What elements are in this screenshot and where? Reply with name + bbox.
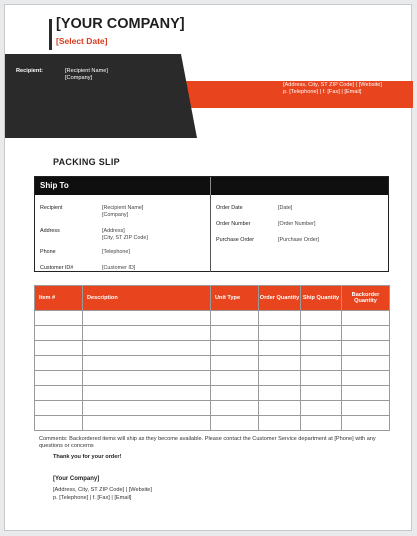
- table-cell[interactable]: [259, 371, 301, 386]
- purchase-order-label: Purchase Order: [216, 237, 255, 243]
- table-cell[interactable]: [83, 326, 211, 341]
- table-row: [35, 401, 390, 416]
- items-table-header: [35, 286, 390, 311]
- table-row: [35, 386, 390, 401]
- customer-id-value[interactable]: [Customer ID]: [102, 265, 136, 271]
- packing-slip-page: [4, 4, 412, 531]
- table-cell[interactable]: [301, 326, 342, 341]
- table-cell[interactable]: [259, 356, 301, 371]
- table-cell[interactable]: [342, 356, 390, 371]
- table-cell[interactable]: [83, 341, 211, 356]
- table-cell[interactable]: [35, 356, 83, 371]
- col-item-number: Item #: [35, 286, 83, 311]
- order-date-label: Order Date: [216, 205, 243, 211]
- table-cell[interactable]: [259, 416, 301, 431]
- table-cell[interactable]: [342, 326, 390, 341]
- recipient-field-value[interactable]: [Recipient Name] [Company]: [102, 205, 144, 218]
- table-cell[interactable]: [83, 386, 211, 401]
- table-cell[interactable]: [83, 401, 211, 416]
- order-number-label: Order Number: [216, 221, 251, 227]
- phone-field-value[interactable]: [Telephone]: [102, 249, 130, 255]
- table-cell[interactable]: [259, 326, 301, 341]
- recipient-company[interactable]: [Company]: [65, 75, 93, 81]
- table-cell[interactable]: [35, 401, 83, 416]
- col-backorder-quantity: Backorder Quantity: [342, 286, 390, 311]
- contact-address-line[interactable]: [Address, City, ST ZIP Code] | [Website]: [283, 82, 382, 88]
- table-cell[interactable]: [211, 416, 259, 431]
- table-cell[interactable]: [342, 311, 390, 326]
- recipient-label: Recipient:: [16, 68, 44, 74]
- table-cell[interactable]: [211, 371, 259, 386]
- table-cell[interactable]: [83, 311, 211, 326]
- table-cell[interactable]: [83, 416, 211, 431]
- table-cell[interactable]: [211, 326, 259, 341]
- col-unit-type: Unit Type: [211, 286, 259, 311]
- phone-field-label: Phone: [40, 249, 56, 255]
- table-cell[interactable]: [301, 341, 342, 356]
- table-cell[interactable]: [301, 311, 342, 326]
- ship-to-box: [34, 176, 389, 272]
- table-cell[interactable]: [35, 386, 83, 401]
- contact-phone-line[interactable]: p. [Telephone] | f. [Fax] | [Email]: [283, 89, 362, 95]
- address-field-value[interactable]: [Address] [City, ST ZIP Code]: [102, 228, 148, 241]
- comments-text[interactable]: Comments: Backordered items will ship as they become available. Please contact the Customer Service department at [Phone] with any questions or concerns: [39, 436, 376, 449]
- table-row: [35, 326, 390, 341]
- ship-to-header-divider: [210, 177, 211, 195]
- table-cell[interactable]: [211, 401, 259, 416]
- recipient-field-label: Recipient: [40, 205, 63, 211]
- table-cell[interactable]: [342, 386, 390, 401]
- table-row: [35, 311, 390, 326]
- company-name[interactable]: [YOUR COMPANY]: [56, 16, 185, 32]
- table-row: [35, 341, 390, 356]
- table-cell[interactable]: [301, 356, 342, 371]
- table-cell[interactable]: [301, 386, 342, 401]
- table-cell[interactable]: [259, 341, 301, 356]
- table-cell[interactable]: [342, 401, 390, 416]
- table-cell[interactable]: [35, 326, 83, 341]
- col-order-quantity: Order Quantity: [259, 286, 301, 311]
- purchase-order-value[interactable]: [Purchase Order]: [278, 237, 320, 243]
- table-cell[interactable]: [211, 341, 259, 356]
- table-cell[interactable]: [35, 416, 83, 431]
- table-cell[interactable]: [211, 311, 259, 326]
- table-cell[interactable]: [301, 371, 342, 386]
- date-picker[interactable]: [Select Date]: [56, 36, 108, 46]
- thank-you-note: Thank you for your order!: [53, 454, 122, 460]
- footer-phone-line[interactable]: p. [Telephone] | f. [Fax] | [Email]: [53, 495, 132, 501]
- table-cell[interactable]: [342, 341, 390, 356]
- table-cell[interactable]: [35, 311, 83, 326]
- footer-company[interactable]: [Your Company]: [53, 476, 100, 482]
- table-row: [35, 416, 390, 431]
- table-cell[interactable]: [259, 401, 301, 416]
- ship-to-column-divider: [210, 195, 211, 272]
- dark-header-shape: [5, 54, 197, 138]
- order-number-value[interactable]: [Order Number]: [278, 221, 316, 227]
- title-accent-bar: [49, 19, 52, 50]
- table-cell[interactable]: [83, 356, 211, 371]
- recipient-name[interactable]: [Recipient Name]: [65, 68, 108, 74]
- table-cell[interactable]: [35, 341, 83, 356]
- table-cell[interactable]: [83, 371, 211, 386]
- address-field-label: Address: [40, 228, 60, 234]
- col-description: Description: [83, 286, 211, 311]
- col-ship-quantity: Ship Quantity: [301, 286, 342, 311]
- table-cell[interactable]: [211, 356, 259, 371]
- table-cell[interactable]: [301, 401, 342, 416]
- document-title: PACKING SLIP: [53, 157, 120, 167]
- table-row: [35, 356, 390, 371]
- table-row: [35, 371, 390, 386]
- order-date-value[interactable]: [Date]: [278, 205, 293, 211]
- table-cell[interactable]: [342, 416, 390, 431]
- contact-block: [283, 82, 382, 96]
- footer-address-line[interactable]: [Address, City, ST ZIP Code] | [Website]: [53, 487, 152, 493]
- recipient-block: [65, 68, 108, 82]
- ship-to-heading: Ship To: [40, 181, 69, 190]
- table-cell[interactable]: [259, 311, 301, 326]
- items-table: [34, 285, 390, 431]
- items-table-body: [35, 311, 390, 431]
- table-cell[interactable]: [342, 371, 390, 386]
- table-cell[interactable]: [301, 416, 342, 431]
- table-cell[interactable]: [211, 386, 259, 401]
- customer-id-label: Customer ID#: [40, 265, 74, 271]
- table-cell[interactable]: [35, 371, 83, 386]
- ship-to-header: [35, 177, 388, 195]
- table-cell[interactable]: [259, 386, 301, 401]
